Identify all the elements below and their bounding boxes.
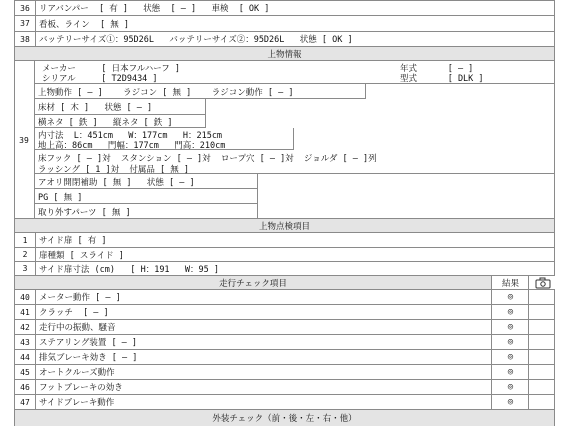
neta-line: 横ネタ [ 鉄 ] 縦ネタ [ 鉄 ]: [38, 118, 173, 128]
result-mark: ◎: [491, 320, 529, 334]
row-number: 37: [15, 16, 36, 31]
pg-box: [34, 189, 258, 204]
result-mark: ◎: [491, 305, 529, 319]
photo-cell: [528, 350, 556, 364]
row-number: 41: [15, 305, 36, 319]
katashiki-line: 型式 [ DLK ]: [400, 74, 484, 84]
row-number: 38: [15, 32, 36, 46]
torihazushi-box: [34, 204, 258, 219]
maker-line: メーカー [ 日本フルハーフ ]: [42, 64, 181, 74]
yukazai-line: 床材 [ 木 ] 状態 [ ― ]: [38, 103, 153, 113]
row-number: 1: [15, 233, 36, 247]
aori-line: アオリ開閉補助 [ 無 ] 状態 [ ― ]: [38, 178, 195, 188]
nenshiki-line: 年式 [ ― ]: [400, 64, 474, 74]
tenken-row-3: [14, 262, 555, 276]
result-mark: ◎: [491, 350, 529, 364]
photo-cell: [528, 365, 556, 379]
soukou-row-47: [14, 395, 555, 410]
dousa-line: 上物動作 [ ― ] ラジコン [ 無 ] ラジコン動作 [ ― ]: [38, 88, 294, 98]
hook-line-2: ラッシング [ 1 ]対 付属品 [ 無 ]: [38, 165, 189, 175]
section-header-uwamono: 上物情報: [14, 47, 555, 61]
row-text: ステアリング装置 [ ― ]: [39, 338, 138, 348]
camera-icon[interactable]: [528, 276, 556, 289]
section-header-tenken: 上物点検項目: [14, 219, 555, 233]
pg-line: PG [ 無 ]: [38, 193, 83, 203]
photo-cell: [528, 290, 556, 304]
section-header-soukou: [14, 276, 555, 290]
camera-icon-svg: [535, 277, 551, 289]
row-number: 44: [15, 350, 36, 364]
row-text: サイド扉寸法 (cm) [ H：191 W：95 ]: [39, 264, 219, 275]
row-37: [14, 16, 555, 32]
row-number: 47: [15, 395, 36, 409]
soukou-row-40: [14, 290, 555, 305]
tenken-row-1: [14, 233, 555, 248]
photo-cell: [528, 380, 556, 394]
soukou-row-41: [14, 305, 555, 320]
row-number: 43: [15, 335, 36, 349]
naisunpo-line: 内寸法 L：451cm W：177cm H：215cm: [38, 131, 223, 141]
soukou-row-44: [14, 350, 555, 365]
photo-cell: [528, 335, 556, 349]
inspection-sheet: [14, 0, 555, 426]
photo-cell: [528, 395, 556, 409]
row-number: 3: [15, 262, 36, 275]
row-number: 2: [15, 248, 36, 261]
row-number: 46: [15, 380, 36, 394]
row-text: 走行中の振動、騒音: [39, 323, 116, 333]
row-number: 40: [15, 290, 36, 304]
soukou-row-45: [14, 365, 555, 380]
row-number: 45: [15, 365, 36, 379]
result-mark: ◎: [491, 365, 529, 379]
soukou-row-42: [14, 320, 555, 335]
result-mark: ◎: [491, 395, 529, 409]
row-36: [14, 0, 555, 16]
dousa-box: [34, 84, 366, 99]
result-header: 結果: [491, 276, 529, 289]
row-text: サイドブレーキ動作: [39, 398, 115, 408]
soukou-header-label: 走行チェック項目: [219, 278, 287, 289]
row-number: 39: [14, 61, 35, 219]
section-header-gaisou: 外装チェック（前・後・左・右・他）: [14, 410, 555, 426]
row-text: リアバンパー [ 有 ] 状態 [ ― ] 車検 [ OK ]: [39, 4, 270, 14]
row-text: 扉種類 [ スライド ]: [39, 250, 124, 261]
result-mark: ◎: [491, 335, 529, 349]
neta-box: [34, 115, 206, 128]
row-text: クラッチ [ ― ]: [39, 308, 109, 318]
row-text: メーター動作 [ ― ]: [39, 293, 121, 303]
row-text: 看板、ライン [ 無 ]: [39, 19, 129, 30]
row-text: 排気ブレーキ効き [ ― ]: [39, 353, 138, 363]
row-text: フットブレーキの効き: [39, 383, 123, 393]
row-text: サイド扉 [ 有 ]: [39, 236, 107, 246]
soukou-row-46: [14, 380, 555, 395]
sunpo-box: [34, 128, 294, 150]
tenken-row-2: [14, 248, 555, 262]
chijou-line: 地上高：86cm 門幅：177cm 門高：210cm: [38, 141, 226, 151]
aori-box: [34, 174, 258, 189]
yukazai-box: [34, 99, 206, 115]
maker-box: [34, 61, 555, 84]
photo-cell: [528, 305, 556, 319]
result-mark: ◎: [491, 290, 529, 304]
soukou-row-43: [14, 335, 555, 350]
result-mark: ◎: [491, 380, 529, 394]
hook-box: [34, 150, 555, 174]
row-38: [14, 32, 555, 47]
hook-line-1: 床フック [ ― ]対 スタンション [ ― ]対 ロープ穴 [ ― ]対 ジョルダ [ ― ]列: [38, 154, 377, 164]
row-text: バッテリーサイズ①：95D26L バッテリーサイズ②：95D26L 状態 [ OK ]: [39, 35, 353, 45]
torihazushi-line: 取り外すパーツ [ 無 ]: [38, 208, 131, 218]
serial-line: シリアル [ T2D9434 ]: [42, 74, 158, 84]
row-text: オートクルーズ動作: [39, 368, 115, 378]
photo-cell: [528, 320, 556, 334]
row-number: 42: [15, 320, 36, 334]
row-number: 36: [15, 1, 36, 15]
